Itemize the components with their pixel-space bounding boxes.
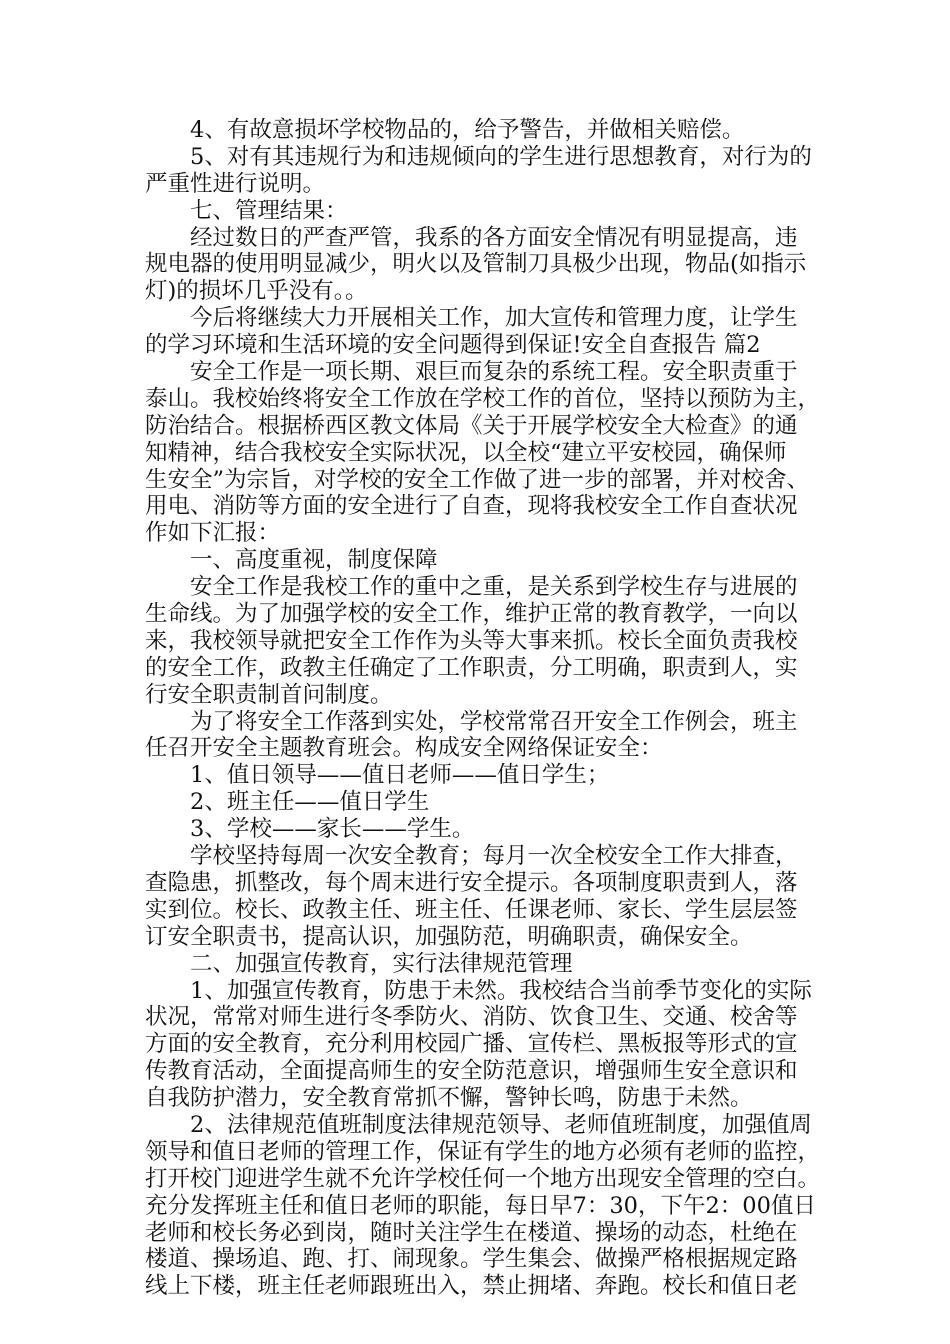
text-line: 生命线。为了加强学校的安全工作，维护正常的教育教学，一向以 — [145, 601, 798, 628]
text-line: 实到位。校长、政教主任、班主任、任课老师、家长、学生层层签 — [145, 896, 798, 923]
text-line: 的学习环境和生活环境的安全问题得到保证!安全自查报告 篇2 — [145, 332, 761, 359]
text-line: 七、管理结果： — [145, 197, 348, 224]
text-line: 1、值日领导——值日老师——值日学生； — [145, 762, 610, 789]
text-line: 1、加强宣传教育，防患于未然。我校结合当前季节变化的实际 — [145, 977, 812, 1004]
text-line: 防治结合。根据桥西区教文体局《关于开展学校安全大检查》的通 — [145, 412, 798, 439]
text-line: 任召开安全主题教育班会。构成安全网络保证安全： — [145, 735, 663, 762]
text-line: 4、有故意损坏学校物品的，给予警告，并做相关赔偿。 — [145, 117, 745, 143]
text-line: 来，我校领导就把安全工作作为头等大事来抓。校长全面负责我校 — [145, 627, 798, 654]
text-line: 灯)的损坏几乎没有。。 — [145, 278, 368, 305]
text-line: 为了将安全工作落到实处，学校常常召开安全工作例会，班主 — [145, 708, 798, 735]
text-line: 安全工作是我校工作的重中之重，是关系到学校生存与进展的 — [145, 574, 798, 601]
text-line: 安全工作是一项长期、艰巨而复杂的系统工程。安全职责重于 — [145, 359, 798, 386]
text-line: 的安全工作，政教主任确定了工作职责，分工明确，职责到人，实 — [145, 654, 798, 681]
text-line: 规电器的使用明显减少，明火以及管制刀具极少出现，物品(如指示 — [145, 251, 807, 278]
text-line: 查隐患，抓整改，每个周末进行安全提示。各项制度职责到人，落 — [145, 869, 798, 896]
text-line: 5、对有其违规行为和违规倾向的学生进行思想教育，对行为的 — [145, 143, 812, 170]
text-line: 今后将继续大力开展相关工作，加大宣传和管理力度，让学生 — [145, 305, 798, 332]
text-line: 用电、消防等方面的安全进行了自查，现将我校安全工作自查状况 — [145, 493, 798, 520]
text-line: 一、高度重视，制度保障 — [145, 547, 438, 574]
text-line: 3、学校——家长——学生。 — [145, 816, 475, 843]
text-line: 2、班主任——值日学生 — [145, 789, 430, 816]
text-line: 楼道、操场追、跑、打、闹现象。学生集会、做操严格根据规定路 — [145, 1246, 798, 1273]
text-line: 方面的安全教育，充分利用校园广播、宣传栏、黑板报等形式的宣 — [145, 1031, 798, 1058]
text-line: 生安全”为宗旨，对学校的安全工作做了进一步的部署，并对校舍、 — [145, 466, 810, 493]
text-line: 二、加强宣传教育，实行法律规范管理 — [145, 950, 573, 977]
text-line: 传教育活动，全面提高师生的安全防范意识，增强师生安全意识和 — [145, 1058, 798, 1085]
text-line: 充分发挥班主任和值日老师的职能，每日早7：30，下午2：00值日 — [145, 1192, 816, 1219]
text-line: 打开校门迎进学生就不允许学校任何一个地方出现安全管理的空白。 — [145, 1165, 821, 1192]
text-line: 知精神，结合我校安全实际状况，以全校“建立平安校园，确保师 — [145, 439, 787, 466]
text-line: 状况，常常对师生进行冬季防火、消防、饮食卫生、交通、校舍等 — [145, 1004, 798, 1031]
text-line: 学校坚持每周一次安全教育；每月一次全校安全工作大排查， — [145, 843, 798, 870]
text-line: 经过数日的严查严管，我系的各方面安全情况有明显提高，违 — [145, 224, 798, 251]
text-line: 自我防护潜力，安全教育常抓不懈，警钟长鸣，防患于未然。 — [145, 1085, 753, 1112]
text-line: 订安全职责书，提高认识，加强防范，明确职责，确保安全。 — [145, 923, 753, 950]
document-body — [145, 117, 835, 1300]
text-line: 泰山。我校始终将安全工作放在学校工作的首位，坚持以预防为主， — [145, 385, 821, 412]
text-line: 老师和校长务必到岗，随时关注学生在楼道、操场的动态，杜绝在 — [145, 1219, 798, 1246]
text-line: 严重性进行说明。 — [145, 170, 326, 197]
text-line: 2、法律规范值班制度法律规范领导、老师值班制度，加强值周 — [145, 1111, 812, 1138]
text-line: 作如下汇报： — [145, 520, 281, 547]
text-line: 行安全职责制首问制度。 — [145, 681, 393, 708]
text-line: 线上下楼，班主任老师跟班出入，禁止拥堵、奔跑。校长和值日老 — [145, 1273, 798, 1300]
text-line: 领导和值日老师的管理工作，保证有学生的地方必须有老师的监控， — [145, 1138, 821, 1165]
